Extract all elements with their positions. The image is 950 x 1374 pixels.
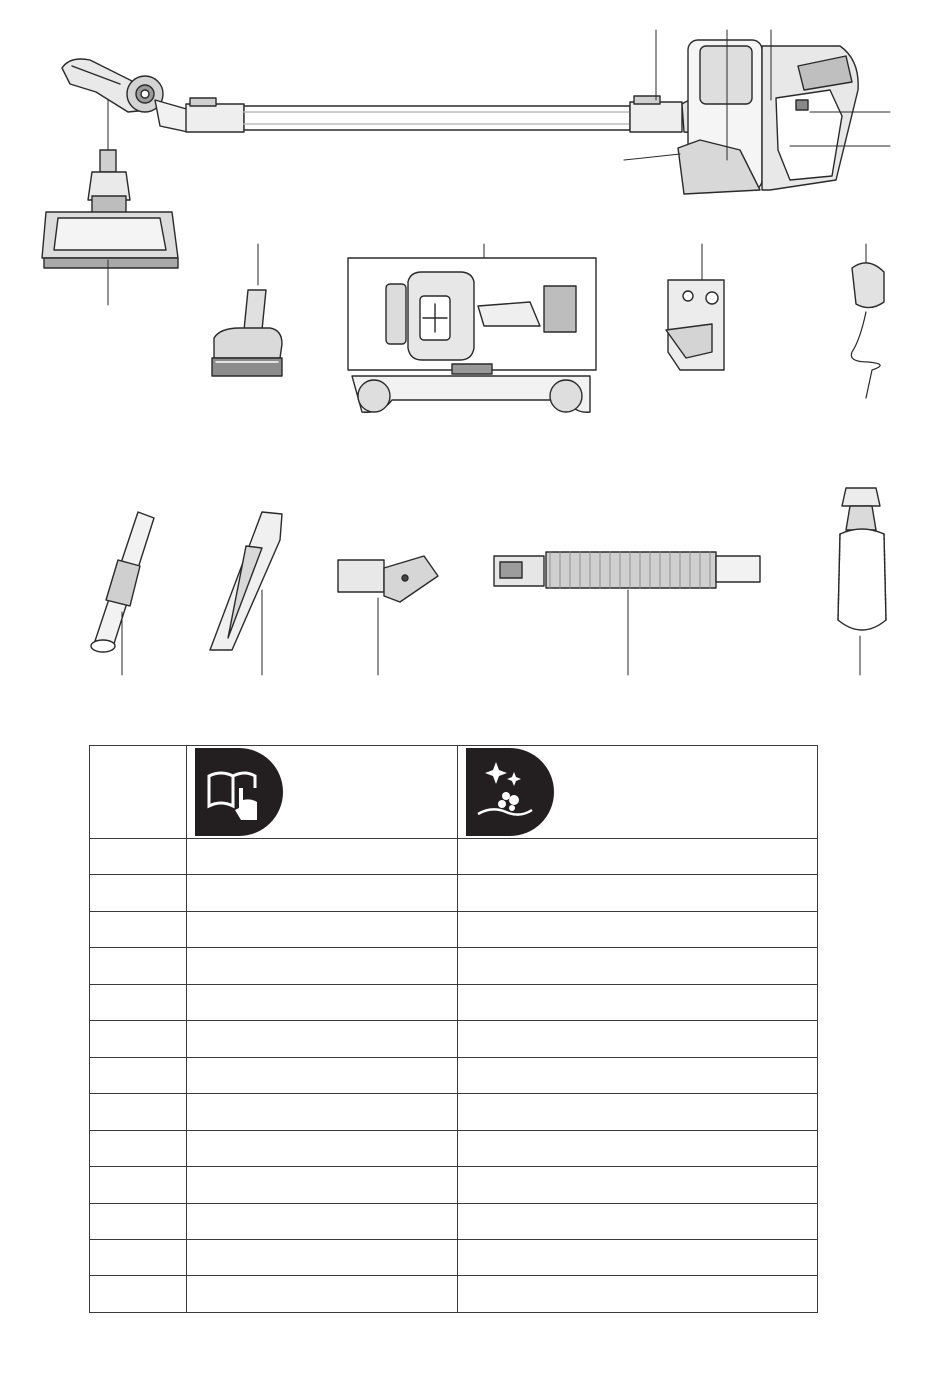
charger-adapter — [851, 244, 884, 398]
row-care-cell — [458, 1130, 818, 1166]
row-care-cell — [458, 839, 818, 875]
dusting-brush — [838, 488, 886, 675]
extension-tube — [186, 96, 682, 132]
row-name-cell — [187, 1130, 458, 1166]
row-name-cell — [187, 1094, 458, 1130]
row-number-cell — [90, 1021, 187, 1057]
table-row — [90, 1021, 818, 1057]
row-name-cell — [187, 1057, 458, 1093]
row-name-cell — [187, 911, 458, 947]
row-number-cell — [90, 1203, 187, 1239]
table-row — [90, 1167, 818, 1203]
row-number-cell — [90, 1276, 187, 1313]
row-number-cell — [90, 948, 187, 984]
table-row — [90, 839, 818, 875]
row-name-cell — [187, 984, 458, 1020]
row-care-cell — [458, 1239, 818, 1275]
floor-brush — [42, 150, 178, 305]
header-number-cell — [90, 746, 187, 839]
header-manual-cell — [187, 746, 458, 839]
row-care-cell — [458, 948, 818, 984]
row-care-cell — [458, 1167, 818, 1203]
row-number-cell — [90, 1094, 187, 1130]
row-name-cell — [187, 1021, 458, 1057]
row-care-cell — [458, 911, 818, 947]
two-in-one-tool — [338, 556, 438, 675]
row-name-cell — [187, 875, 458, 911]
parts-table — [89, 745, 818, 1313]
vacuum-stick-assembly — [62, 30, 890, 194]
charging-dock — [348, 244, 596, 412]
table-row — [90, 948, 818, 984]
cleaning-sparkle-icon — [466, 748, 554, 836]
row-number-cell — [90, 984, 187, 1020]
table-row — [90, 1239, 818, 1275]
row-name-cell — [187, 1203, 458, 1239]
row-number-cell — [90, 1057, 187, 1093]
header-cleaning-cell — [458, 746, 818, 839]
vacuum-main-body — [678, 40, 858, 194]
row-number-cell — [90, 911, 187, 947]
row-number-cell — [90, 1167, 187, 1203]
table-row — [90, 1130, 818, 1166]
table-row — [90, 1203, 818, 1239]
wall-bracket — [666, 244, 724, 370]
table-row — [90, 875, 818, 911]
row-name-cell — [187, 1167, 458, 1203]
table-row — [90, 1057, 818, 1093]
manual-read-icon — [195, 748, 283, 836]
row-name-cell — [187, 1276, 458, 1313]
table-header-row — [90, 746, 818, 839]
crevice-tool — [210, 512, 282, 675]
row-name-cell — [187, 948, 458, 984]
table-row — [90, 984, 818, 1020]
table-row — [90, 1276, 818, 1313]
row-number-cell — [90, 875, 187, 911]
table-row — [90, 911, 818, 947]
extension-adapter — [91, 512, 154, 675]
row-care-cell — [458, 1276, 818, 1313]
mini-motorized-brush — [212, 244, 282, 376]
row-care-cell — [458, 1057, 818, 1093]
row-care-cell — [458, 1094, 818, 1130]
row-name-cell — [187, 1239, 458, 1275]
table-row — [90, 1094, 818, 1130]
row-name-cell — [187, 839, 458, 875]
floor-brush-neck — [62, 59, 190, 132]
row-number-cell — [90, 839, 187, 875]
row-care-cell — [458, 984, 818, 1020]
row-care-cell — [458, 1021, 818, 1057]
row-care-cell — [458, 875, 818, 911]
row-care-cell — [458, 1203, 818, 1239]
row-number-cell — [90, 1239, 187, 1275]
row-number-cell — [90, 1130, 187, 1166]
flexible-hose — [494, 552, 760, 675]
